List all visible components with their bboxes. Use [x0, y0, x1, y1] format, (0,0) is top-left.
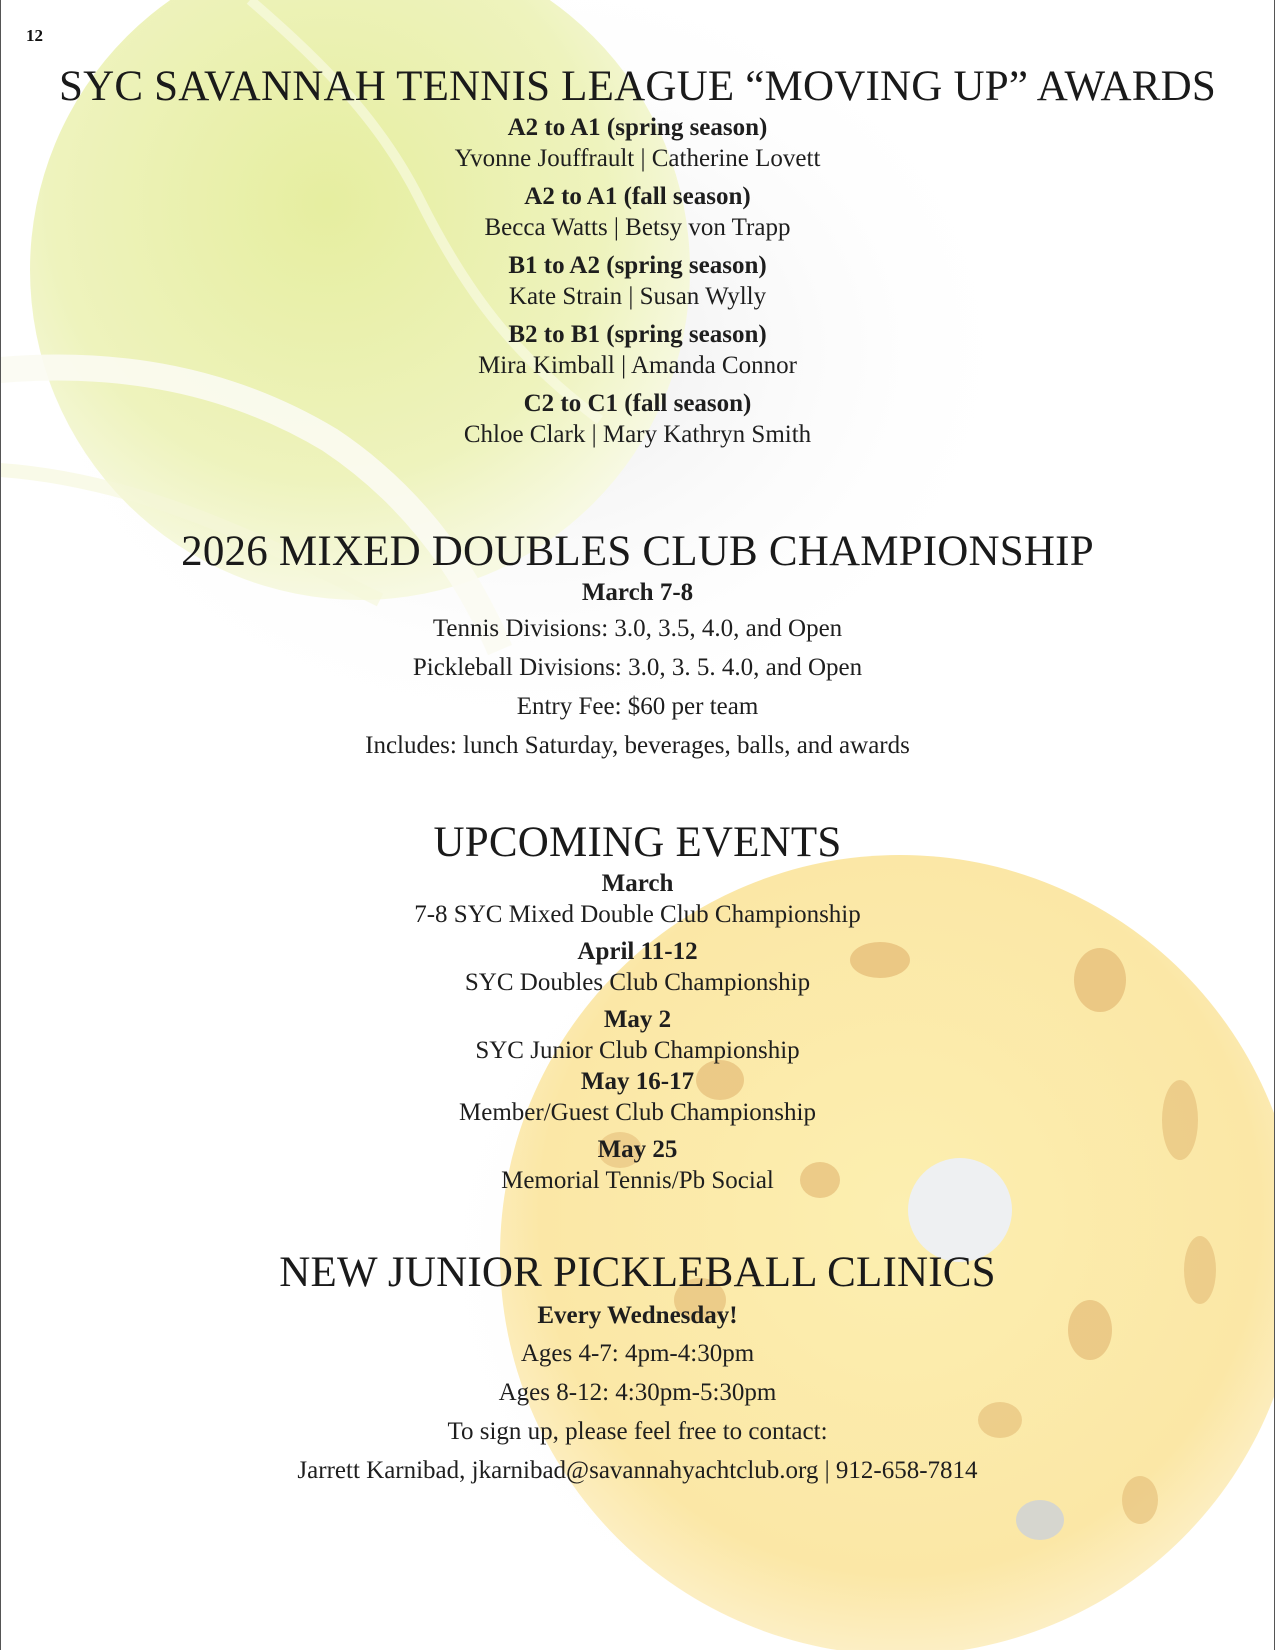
event-item	[0, 1004, 1275, 1066]
clinics-ages-young: Ages 4-7: 4pm-4:30pm	[520, 1340, 755, 1367]
clinics-schedule: Every Wednesday!	[537, 1302, 738, 1329]
award-names: Kate Strain | Susan Wylly	[508, 283, 767, 310]
event-item	[0, 1066, 1275, 1128]
award-group	[0, 250, 1275, 313]
award-names: Mira Kimball | Amanda Connor	[478, 352, 797, 379]
award-heading: B1 to A2 (spring season)	[508, 252, 767, 279]
award-group	[0, 112, 1275, 175]
clinics-contact-info: Jarrett Karnibad, jkarnibad@savannahyachtclub.org | 912-658-7814	[297, 1457, 978, 1484]
award-names: Becca Watts | Betsy von Trapp	[484, 214, 791, 241]
event-name: SYC Junior Club Championship	[475, 1037, 800, 1064]
clinics-signup-text: To sign up, please feel free to contact:	[447, 1418, 828, 1445]
event-date: May 2	[603, 1006, 672, 1033]
award-heading: B2 to B1 (spring season)	[508, 321, 767, 348]
award-group	[0, 181, 1275, 244]
includes: Includes: lunch Saturday, beverages, balls, and awards	[365, 732, 910, 759]
page-number: 12	[26, 26, 43, 45]
event-name: 7-8 SYC Mixed Double Club Championship	[414, 901, 861, 928]
award-heading: A2 to A1 (fall season)	[524, 183, 751, 210]
award-heading: A2 to A1 (spring season)	[507, 114, 768, 141]
event-item	[0, 1134, 1275, 1196]
event-date: April 11-12	[577, 938, 698, 965]
upcoming-events-title: UPCOMING EVENTS	[433, 819, 842, 866]
clinics-title: NEW JUNIOR PICKLEBALL CLINICS	[279, 1249, 996, 1296]
pickleball-divisions: Pickleball Divisions: 3.0, 3. 5. 4.0, and Open	[412, 654, 863, 681]
award-names: Chloe Clark | Mary Kathryn Smith	[463, 421, 812, 448]
mixed-doubles-date: March 7-8	[581, 579, 694, 606]
event-date: March	[601, 870, 674, 897]
event-name: Memorial Tennis/Pb Social	[501, 1167, 774, 1194]
event-name: Member/Guest Club Championship	[459, 1099, 816, 1126]
entry-fee: Entry Fee: $60 per team	[516, 693, 759, 720]
upcoming-events-section	[0, 819, 1275, 1196]
tennis-divisions: Tennis Divisions: 3.0, 3.5, 4.0, and Open	[432, 615, 843, 642]
mixed-doubles-title: 2026 MIXED DOUBLES CLUB CHAMPIONSHIP	[181, 528, 1094, 575]
event-date: May 25	[597, 1136, 678, 1163]
event-name: SYC Doubles Club Championship	[464, 969, 811, 996]
mixed-doubles-section	[0, 527, 1275, 765]
junior-pickleball-clinics-section	[0, 1249, 1275, 1490]
event-date: May 16-17	[580, 1068, 695, 1095]
award-group	[0, 319, 1275, 382]
award-group	[0, 388, 1275, 451]
clinics-ages-older: Ages 8-12: 4:30pm-5:30pm	[498, 1379, 777, 1406]
event-item	[0, 936, 1275, 998]
moving-up-awards-section	[0, 62, 1275, 457]
awards-title: SYC SAVANNAH TENNIS LEAGUE “MOVING UP” AWARDS	[58, 63, 1217, 110]
award-heading: C2 to C1 (fall season)	[523, 390, 752, 417]
event-item	[0, 868, 1275, 930]
award-names: Yvonne Jouffrault | Catherine Lovett	[454, 145, 821, 172]
